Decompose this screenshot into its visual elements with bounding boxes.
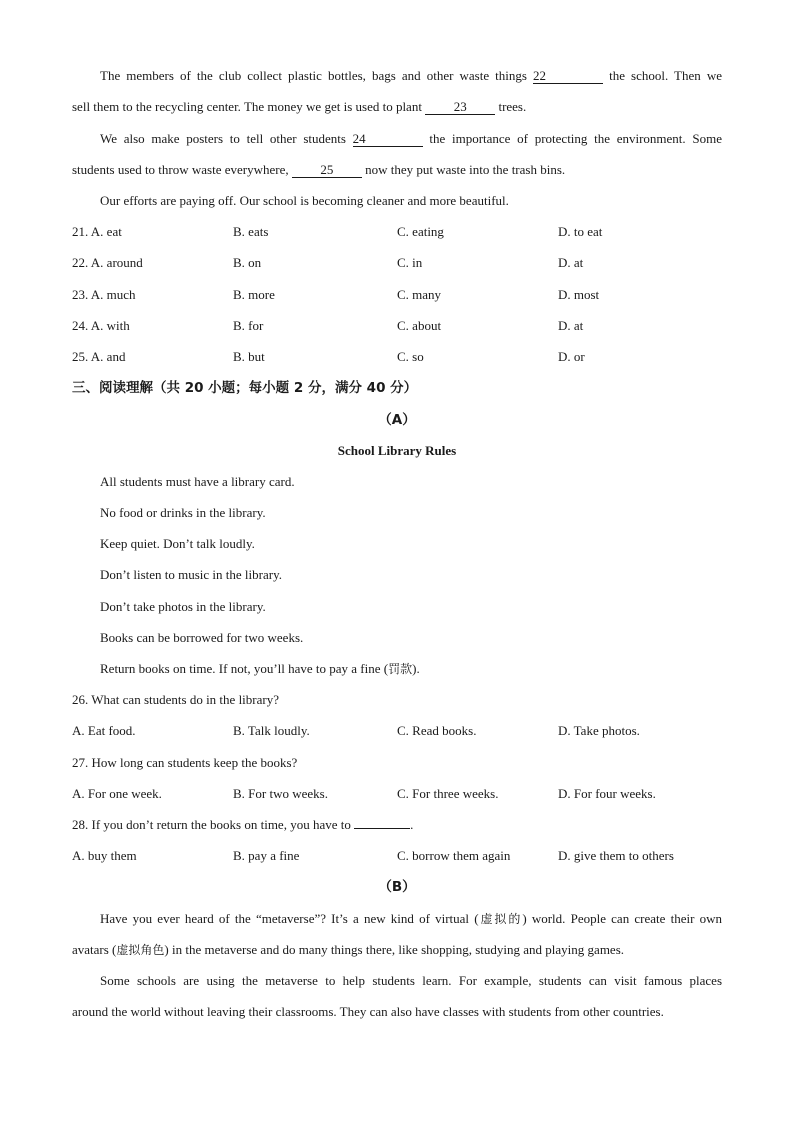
option-d: D. at [558,255,584,270]
part-b-label: （B） [378,879,416,895]
option-a: 21. A. eat [72,224,122,239]
text: the importance of protecting the environment. Some [422,131,722,146]
text: Return books on time. If not, you’ll have to pay a fine ( [100,661,389,676]
option-c: C. For three weeks. [397,786,499,801]
text: avatars ( [72,942,117,957]
option-b: B. pay a fine [233,848,300,863]
text: sell them to the recycling center. The money we get is used to plant [72,99,426,114]
passage-b-paragraph-1-line-1 [100,911,722,927]
text: students used to throw waste everywhere, [72,162,292,177]
rule-item: Keep quiet. Don’t talk loudly. [100,536,255,551]
option-d: D. at [558,318,584,333]
options-row-23 [72,287,722,303]
passage-title: School Library Rules [337,443,457,458]
cloze-paragraph-2-line-2 [72,162,722,178]
rule-item: No food or drinks in the library. [100,505,266,520]
blank-22: 22 [533,69,603,84]
option-a: A. For one week. [72,786,162,801]
rule-item-fine [100,661,722,677]
blank-24: 24 [353,132,423,147]
text: ) world. People can create their own [522,911,722,926]
option-a: 25. A. and [72,349,126,364]
question-27: 27. How long can students keep the books? [72,755,298,770]
option-d: D. Take photos. [558,723,640,738]
text: The members of the club collect plastic bottles, bags and other waste things [100,68,534,83]
text: We also make posters to tell other students [100,131,353,146]
rule-item: Don’t take photos in the library. [100,599,266,614]
option-d: D. most [558,287,600,302]
section-heading: 三、阅读理解（共 20 小题；每小题 2 分，满分 40 分） [72,380,418,396]
passage-b-paragraph-2-line-2: around the world without leaving their classrooms. They can also have classes with students from other countries. [72,1004,664,1019]
question-28 [72,817,722,833]
option-a: 24. A. with [72,318,130,333]
chinese-gloss: 虚拟的 [478,912,523,926]
options-row-28 [72,848,722,864]
question-26: 26. What can students do in the library? [72,692,279,707]
option-a: 22. A. around [72,255,143,270]
passage-b-paragraph-1-line-2 [72,942,722,958]
text: the school. Then we [603,68,722,83]
option-c: C. eating [397,224,444,239]
text: now they put waste into the trash bins. [361,162,566,177]
chinese-gloss: 虚拟角色 [116,943,165,957]
cloze-paragraph-1-line-1 [100,68,722,84]
cloze-paragraph-2-line-1 [100,131,722,147]
answer-blank [354,828,410,829]
option-b: B. but [233,349,265,364]
text: ) in the metaverse and do many things there, like shopping, studying and playing games. [164,942,625,957]
option-d: D. or [558,349,585,364]
option-a: 23. A. much [72,287,136,302]
rule-item: Books can be borrowed for two weeks. [100,630,304,645]
rule-item: All students must have a library card. [100,474,295,489]
text: 28. If you don’t return the books on time, you have to [72,817,355,832]
option-b: B. on [233,255,262,270]
option-d: D. give them to others [558,848,674,863]
option-c: C. in [397,255,423,270]
passage-b-paragraph-2-line-1: Some schools are using the metaverse to help students learn. For example, students can visit famous places [100,973,722,988]
option-c: C. Read books. [397,723,477,738]
part-a-label: （A） [378,412,416,428]
options-row-21 [72,224,722,240]
option-c: C. many [397,287,442,302]
option-c: C. borrow them again [397,848,511,863]
chinese-gloss: 罚款 [388,662,413,676]
option-b: B. Talk loudly. [233,723,310,738]
option-b: B. for [233,318,264,333]
text: Have you ever heard of the “metaverse”? It’s a new kind of virtual ( [100,911,479,926]
options-row-25 [72,349,722,365]
option-b: B. For two weeks. [233,786,328,801]
cloze-paragraph-3: Our efforts are paying off. Our school is becoming cleaner and more beautiful. [100,193,509,208]
options-row-27 [72,786,722,802]
option-c: C. about [397,318,442,333]
options-row-26 [72,723,722,739]
text: trees. [495,99,527,114]
blank-23: 23 [425,100,495,115]
blank-25: 25 [292,163,362,178]
option-c: C. so [397,349,424,364]
option-d: D. For four weeks. [558,786,656,801]
option-b: B. eats [233,224,269,239]
rule-item: Don’t listen to music in the library. [100,567,282,582]
option-b: B. more [233,287,275,302]
option-a: A. Eat food. [72,723,136,738]
option-d: D. to eat [558,224,603,239]
options-row-22 [72,255,722,271]
cloze-paragraph-1-line-2 [72,99,722,115]
option-a: A. buy them [72,848,137,863]
text: . [410,817,414,832]
text: ). [412,661,420,676]
options-row-24 [72,318,722,334]
